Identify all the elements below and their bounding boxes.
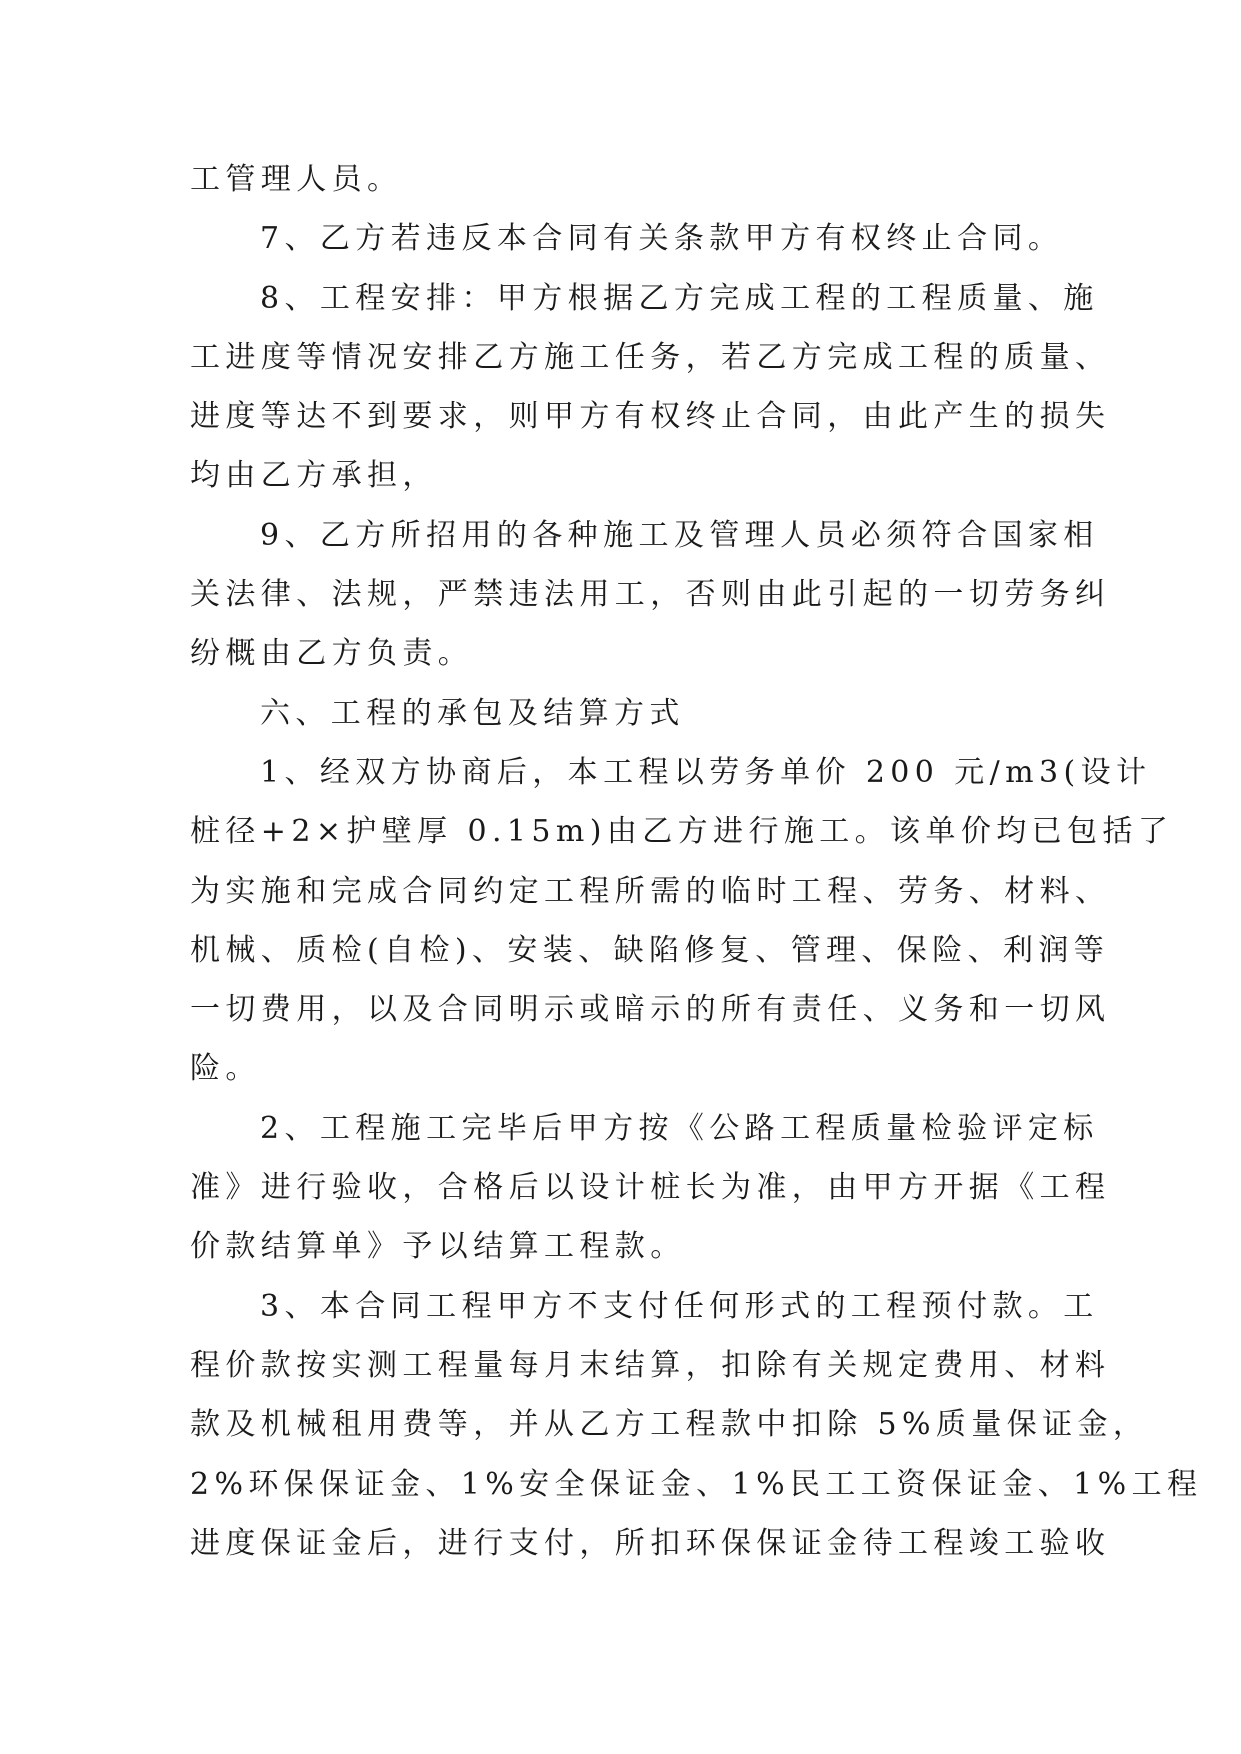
text-line: 2%环保保证金、1%安全保证金、1%民工工资保证金、1%工程 xyxy=(190,1466,1203,1502)
text-line: 纷概由乙方负责。 xyxy=(190,636,474,672)
text-line: 进度等达不到要求，则甲方有权终止合同，由此产生的损失 xyxy=(190,399,1111,435)
text-line: 款及机械租用费等，并从乙方工程款中扣除 5%质量保证金， xyxy=(190,1407,1149,1443)
text-line: 为实施和完成合同约定工程所需的临时工程、劳务、材料、 xyxy=(190,873,1111,909)
text-line: 六、工程的承包及结算方式 xyxy=(260,695,685,731)
text-line: 9、乙方所招用的各种施工及管理人员必须符合国家相 xyxy=(260,517,1099,553)
text-line: 7、乙方若违反本合同有关条款甲方有权终止合同。 xyxy=(260,221,1064,257)
text-line: 机械、质检(自检)、安装、缺陷修复、管理、保险、利润等 xyxy=(190,932,1110,968)
text-line: 1、经双方协商后，本工程以劳务单价 200 元/m3(设计 xyxy=(260,754,1152,790)
text-line: 价款结算单》予以结算工程款。 xyxy=(190,1229,686,1265)
text-line: 程价款按实测工程量每月末结算，扣除有关规定费用、材料 xyxy=(190,1347,1111,1383)
text-line: 险。 xyxy=(190,1051,261,1087)
text-line: 2、工程施工完毕后甲方按《公路工程质量检验评定标 xyxy=(260,1110,1099,1146)
document-body xyxy=(190,150,1203,1573)
text-line: 均由乙方承担， xyxy=(190,458,438,494)
text-line: 3、本合同工程甲方不支付任何形式的工程预付款。工 xyxy=(260,1288,1099,1324)
text-line: 桩径+2×护壁厚 0.15m)由乙方进行施工。该单价均已包括了 xyxy=(190,814,1174,850)
text-line: 关法律、法规，严禁违法用工，否则由此引起的一切劳务纠 xyxy=(190,577,1111,613)
text-line: 8、工程安排：甲方根据乙方完成工程的工程质量、施 xyxy=(260,280,1099,316)
text-line: 工进度等情况安排乙方施工任务，若乙方完成工程的质量、 xyxy=(190,339,1111,375)
text-line: 进度保证金后，进行支付，所扣环保保证金待工程竣工验收 xyxy=(190,1525,1111,1561)
text-line: 工管理人员。 xyxy=(190,162,403,197)
text-line: 一切费用，以及合同明示或暗示的所有责任、义务和一切风 xyxy=(190,992,1111,1028)
text-line: 准》进行验收，合格后以设计桩长为准，由甲方开据《工程 xyxy=(190,1170,1111,1206)
